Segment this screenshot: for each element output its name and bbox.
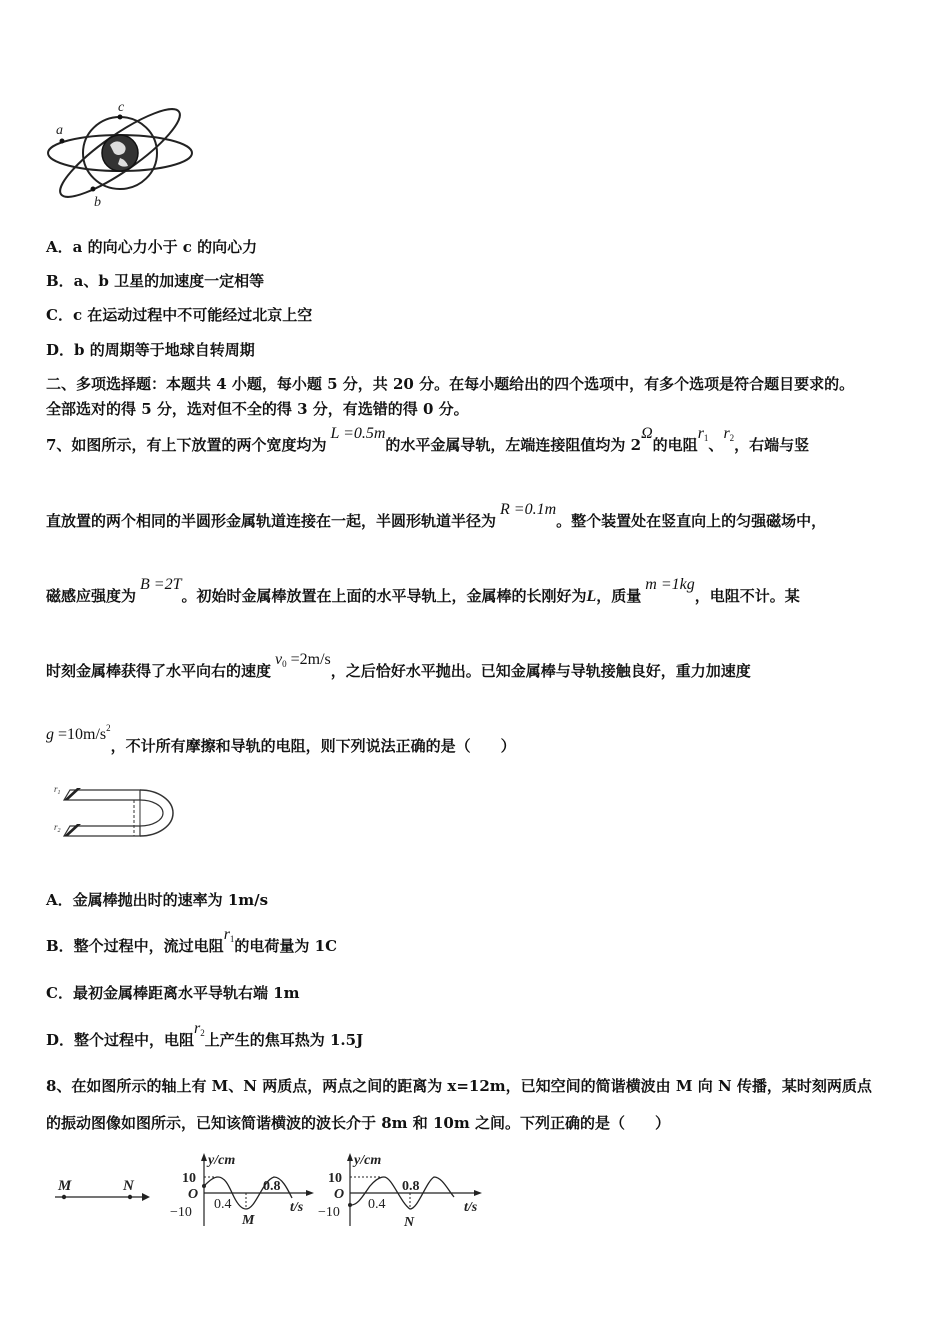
q7-g-value: $g =10m/s^2$ — [46, 723, 111, 743]
svg-text:r2: $r_2$ — [54, 822, 61, 834]
orbit-figure — [40, 98, 200, 213]
q7-R-value: R =0.1m — [500, 501, 557, 518]
q7-line5: $g =10m/s^2$，不计所有摩擦和导轨的电阻，则下列说法正确的是（ ） — [46, 723, 516, 755]
svg-text:y/cm: y/cm — [208, 1153, 236, 1168]
q7-L-symbol: L — [586, 588, 597, 605]
label-b: b — [94, 195, 101, 210]
mn-axis-figure — [50, 1170, 155, 1210]
q7-text: 7、如图所示，有上下放置的两个宽度均为 — [46, 436, 327, 454]
svg-text:0.8: 0.8 — [402, 1179, 420, 1194]
q8-line2: 的振动图像如图所示，已知该简谐横波的波长介于 8m 和 10m 之间。下列正确的是（ ） — [46, 1114, 670, 1132]
r1-symbol: r1 — [697, 425, 709, 443]
svg-text:O: O — [334, 1187, 345, 1202]
svg-text:t/s: t/s — [290, 1200, 304, 1215]
svg-text:y/cm: y/cm — [354, 1153, 382, 1168]
q7-option-a: A．金属棒抛出时的速率为 1m/s — [46, 891, 269, 909]
q7-L-value: L =0.5m — [330, 425, 386, 442]
point-N — [128, 1195, 132, 1199]
r2-symbol: r2 — [194, 1020, 205, 1038]
svg-text:10: 10 — [328, 1171, 342, 1186]
satellite-b — [91, 187, 96, 192]
q7-text: ，右端与竖 — [734, 436, 810, 454]
q8-line1: 8、在如图所示的轴上有 M、N 两质点，两点之间的距离为 x=12m，已知空间的简谐横波由 M 向 N 传播，某时刻两质点 — [46, 1077, 872, 1095]
svg-text:M: M — [58, 1178, 72, 1194]
r2-symbol: r2 — [723, 425, 735, 443]
svg-text:t/s: t/s — [464, 1200, 478, 1215]
svg-text:r1: $r_1$ — [54, 784, 61, 796]
q7-m-value: m =1kg — [645, 576, 695, 593]
svg-text:10: 10 — [182, 1171, 196, 1186]
q6-option-b: B．a、b 卫星的加速度一定相等 — [46, 272, 265, 290]
q6-option-a: A．a 的向心力小于 c 的向心力 — [46, 238, 258, 256]
q7-option-d: D．整个过程中，电阻r2上产生的焦耳热为 1.5J — [46, 1020, 364, 1049]
q7-option-b: B．整个过程中，流过电阻r1的电荷量为 1C — [46, 926, 338, 955]
q6-option-d: D．b 的周期等于地球自转周期 — [46, 341, 255, 359]
q7-line1: 7、如图所示，有上下放置的两个宽度均为 L =0.5m的水平金属导轨，左端连接阻值均为 2Ω的电阻r1、r2，右端与竖 — [46, 425, 810, 454]
vibration-graph-N — [318, 1150, 486, 1230]
q7-option-c: C．最初金属棒距离水平导轨右端 1m — [46, 984, 300, 1002]
rail-figure — [50, 780, 190, 852]
label-c: c — [118, 100, 125, 115]
ohm-symbol: Ω — [641, 425, 653, 442]
svg-text:M: M — [242, 1213, 255, 1228]
svg-text:0.8: 0.8 — [263, 1179, 281, 1194]
svg-text:−10: −10 — [318, 1205, 340, 1220]
q6-option-c: C．c 在运动过程中不可能经过北京上空 — [46, 306, 313, 324]
label-a: a — [56, 123, 63, 138]
q7-line3: 磁感应强度为 B =2T。初始时金属棒放置在上面的水平导轨上，金属棒的长刚好为L，质量 m =1kg，电阻不计。某 — [46, 576, 800, 605]
svg-text:O: O — [188, 1187, 199, 1202]
section2-line2: 全部选对的得 5 分，选对但不全的得 3 分，有选错的得 0 分。 — [46, 400, 469, 418]
r1-symbol: r1 — [223, 926, 235, 944]
satellite-a — [60, 139, 65, 144]
point-M — [62, 1195, 66, 1199]
vibration-graph-M — [168, 1150, 318, 1230]
svg-text:N: N — [404, 1215, 415, 1230]
q7-v0-value: v0 =2m/s — [275, 651, 331, 669]
svg-text:0.4: 0.4 — [214, 1197, 232, 1212]
svg-text:N: N — [123, 1178, 134, 1194]
q7-line2: 直放置的两个相同的半圆形金属轨道连接在一起，半圆形轨道半径为 R =0.1m。整个装置处在竖直向上的匀强磁场中， — [46, 501, 827, 530]
q7-B-value: B =2T — [140, 576, 182, 593]
q7-text: 的水平金属导轨，左端连接阻值均为 2 — [385, 436, 642, 454]
satellite-c — [118, 115, 123, 120]
svg-text:−10: −10 — [170, 1205, 192, 1220]
q7-line4: 时刻金属棒获得了水平向右的速度 v0 =2m/s，之后恰好水平抛出。已知金属棒与导轨接触良好，重力加速度 — [46, 651, 751, 680]
section2-line1: 二、多项选择题：本题共 4 小题，每小题 5 分，共 20 分。在每小题给出的四个选项中，有多个选项是符合题目要求的。 — [46, 375, 855, 393]
svg-text:0.4: 0.4 — [368, 1197, 386, 1212]
q7-text: 的电阻 — [652, 436, 698, 454]
